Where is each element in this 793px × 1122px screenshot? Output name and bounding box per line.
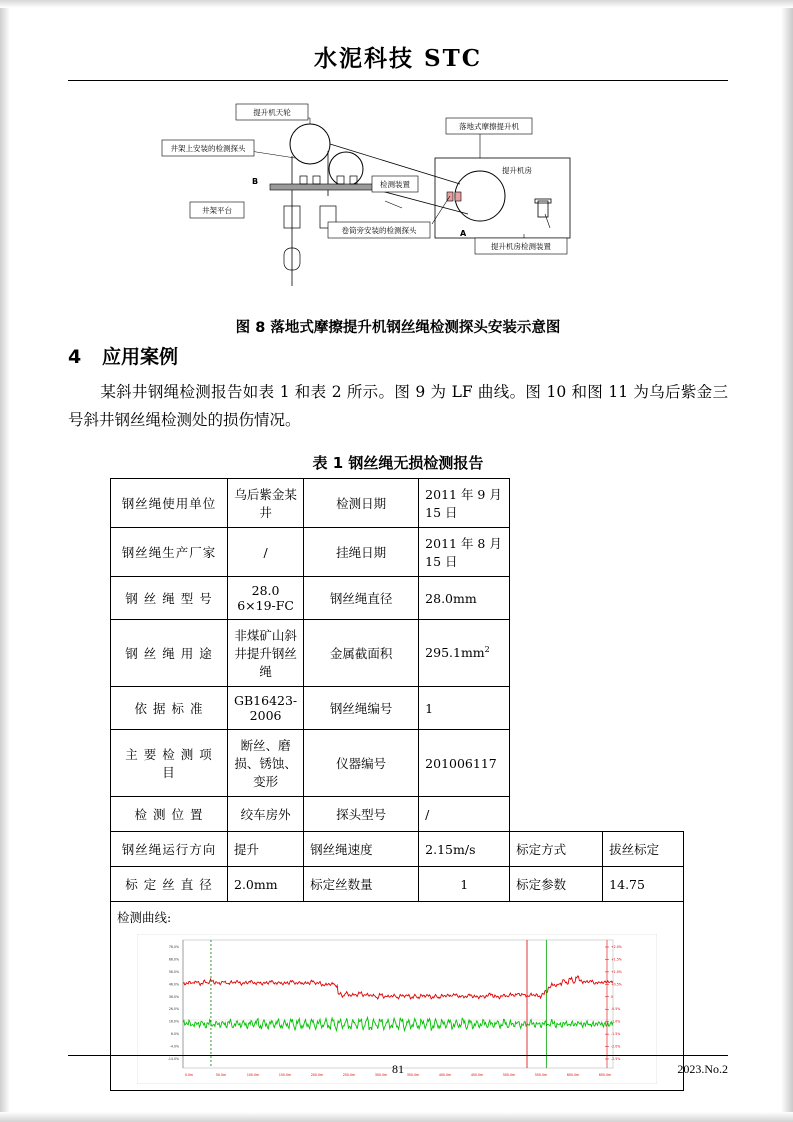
cell-label-cal-wire-count: 标定丝数量 — [304, 867, 419, 902]
svg-text:+2.0%: +2.0% — [611, 945, 622, 949]
svg-text:6.0%: 6.0% — [170, 1032, 179, 1037]
svg-text:46.0%: 46.0% — [168, 982, 179, 987]
cell-value-metal-area — [419, 620, 510, 687]
page-edge-top — [0, 0, 793, 8]
table-row — [111, 528, 684, 577]
svg-text:600.0m: 600.0m — [566, 1073, 580, 1077]
svg-text:250.0m: 250.0m — [342, 1073, 356, 1077]
cell-value-run-direction: 提升 — [228, 832, 304, 867]
cell-label-rope-diameter: 钢丝绳直径 — [304, 577, 419, 620]
curve-label: 检测曲线: — [117, 910, 172, 925]
svg-text:+1.0%: +1.0% — [611, 969, 622, 974]
figure-label-hoist-room: 提升机房 — [502, 166, 532, 175]
cell-value-rope-speed: 2.15m/s — [419, 832, 510, 867]
svg-text:+1.5%: +1.5% — [611, 957, 622, 962]
cell-label-metal-area: 金属截面积 — [304, 620, 419, 687]
cell-value-manufacturer: / — [228, 528, 304, 577]
cell-value-test-position: 绞车房外 — [228, 797, 304, 832]
page-edge-bottom — [0, 1112, 793, 1122]
svg-text:100.0m: 100.0m — [246, 1073, 260, 1077]
page-number: 81 — [392, 1062, 404, 1076]
cell-value-hang-date: 2011 年 8 月 15 日 — [419, 528, 510, 577]
cell-label-rope-number: 钢丝绳编号 — [304, 687, 419, 730]
table-row — [111, 730, 684, 797]
table-row — [111, 687, 684, 730]
page-edge-right — [781, 0, 793, 1122]
cell-label-cal-parameter: 标定参数 — [510, 867, 603, 902]
cell-value-user-unit: 乌后紫金某井 — [228, 479, 304, 528]
cell-value-cal-wire-diameter: 2.0mm — [228, 867, 304, 902]
svg-text:150.0m: 150.0m — [278, 1073, 292, 1077]
figure-label-headframe-probe: 井架上安装的检测探头 — [170, 144, 246, 153]
svg-text:-1.5%: -1.5% — [611, 1032, 621, 1037]
svg-text:50.0m: 50.0m — [215, 1073, 227, 1077]
figure-label-drum-probe: 卷筒旁安装的检测探头 — [341, 226, 417, 235]
figure-label-floor-hoist: 落地式摩擦提升机 — [459, 122, 519, 131]
cell-label-main-items: 主 要 检 测 项 目 — [111, 730, 228, 797]
figure-label-point-a: A — [460, 229, 467, 238]
svg-text:66.0%: 66.0% — [168, 957, 179, 962]
cell-label-instrument-number: 仪器编号 — [304, 730, 419, 797]
cell-label-calibration-method: 标定方式 — [510, 832, 603, 867]
cell-label-user-unit: 钢丝绳使用单位 — [111, 479, 228, 528]
table-row — [111, 479, 684, 528]
cell-value-rope-number: 1 — [419, 687, 510, 730]
paragraph-text: 某斜井钢绳检测报告如表 1 和表 2 所示。图 9 为 LF 曲线。图 10 和图 11 为乌后紫金三号斜井钢丝绳检测处的损伤情况。 — [68, 383, 728, 429]
cell-value-rope-usage: 非煤矿山斜井提升钢丝绳 — [228, 620, 304, 687]
svg-text:-14.0%: -14.0% — [167, 1057, 179, 1061]
metal-area-value: 295.1mm — [425, 645, 485, 661]
page-header — [68, 40, 728, 73]
table-caption: 表 1 钢丝绳无损检测报告 — [312, 454, 484, 472]
header-rule — [68, 80, 728, 81]
cell-value-rope-diameter: 28.0mm — [419, 577, 510, 620]
table-row — [111, 577, 684, 620]
table-row-calibration — [111, 867, 684, 902]
figure-label-platform: 井架平台 — [202, 206, 232, 215]
figure-8 — [150, 96, 650, 311]
svg-text:400.0m: 400.0m — [438, 1073, 452, 1077]
cell-value-standard: GB16423-2006 — [228, 687, 304, 730]
cell-label-test-date: 检测日期 — [304, 479, 419, 528]
svg-text:450.0m: 450.0m — [470, 1073, 484, 1077]
svg-text:350.0m: 350.0m — [406, 1073, 420, 1077]
svg-text:200.0m: 200.0m — [310, 1073, 324, 1077]
cell-label-cal-wire-diameter: 标 定 丝 直 径 — [111, 867, 228, 902]
footer-rule — [68, 1055, 728, 1056]
journal-title: 水泥科技 STC — [313, 45, 483, 72]
svg-text:16.0%: 16.0% — [168, 1019, 179, 1024]
cell-value-main-items: 断丝、磨损、锈蚀、变形 — [228, 730, 304, 797]
cell-value-calibration-method: 拔丝标定 — [603, 832, 684, 867]
cell-label-rope-speed: 钢丝绳速度 — [304, 832, 419, 867]
figure-label-detector: 检测装置 — [380, 180, 410, 189]
cell-label-rope-model: 钢 丝 绳 型 号 — [111, 577, 228, 620]
cell-label-test-position: 检 测 位 置 — [111, 797, 228, 832]
table-row — [111, 620, 684, 687]
cell-label-hang-date: 挂绳日期 — [304, 528, 419, 577]
table-row — [111, 797, 684, 832]
figure-label-hoist-room-device: 提升机房检测装置 — [491, 242, 551, 251]
section-number: 4 — [68, 346, 82, 368]
svg-text:-1.0%: -1.0% — [611, 1019, 621, 1024]
cell-label-manufacturer: 钢丝绳生产厂家 — [111, 528, 228, 577]
svg-text:300.0m: 300.0m — [374, 1073, 388, 1077]
svg-text:-0.5%: -0.5% — [611, 1007, 621, 1012]
svg-text:0: 0 — [611, 994, 614, 999]
table-row-direction — [111, 832, 684, 867]
svg-text:-2.5%: -2.5% — [611, 1057, 621, 1061]
svg-text:650.0m: 650.0m — [598, 1073, 612, 1077]
svg-text:26.0%: 26.0% — [168, 1007, 179, 1012]
figure-label-sheave: 提升机天轮 — [253, 108, 291, 117]
svg-text:+0.5%: +0.5% — [611, 982, 622, 987]
svg-text:36.0%: 36.0% — [168, 994, 179, 999]
svg-text:56.0%: 56.0% — [168, 969, 179, 974]
section-paragraph — [68, 378, 728, 434]
cell-value-cal-parameter: 14.75 — [603, 867, 684, 902]
figure-label-point-b: B — [252, 177, 259, 186]
inspection-report-table — [110, 478, 684, 1091]
cell-value-rope-model: 28.0 6×19-FC — [228, 577, 304, 620]
cell-label-run-direction: 钢丝绳运行方向 — [111, 832, 228, 867]
cell-value-probe-model: / — [419, 797, 510, 832]
section-title: 应用案例 — [102, 346, 179, 368]
svg-text:-2.0%: -2.0% — [611, 1044, 621, 1049]
svg-text:-4.0%: -4.0% — [169, 1044, 179, 1049]
page-edge-left — [0, 0, 10, 1122]
cell-label-probe-model: 探头型号 — [304, 797, 419, 832]
svg-text:500.0m: 500.0m — [502, 1073, 516, 1077]
svg-text:76.0%: 76.0% — [168, 945, 179, 949]
svg-text:0.0m: 0.0m — [184, 1073, 194, 1077]
cell-label-standard: 依 据 标 准 — [111, 687, 228, 730]
cell-label-rope-usage: 钢 丝 绳 用 途 — [111, 620, 228, 687]
cell-value-cal-wire-count: 1 — [419, 867, 510, 902]
issue-label: 2023.No.2 — [677, 1062, 728, 1076]
metal-area-superscript: 2 — [484, 645, 490, 655]
cell-value-instrument-number: 201006117 — [419, 730, 510, 797]
svg-text:550.0m: 550.0m — [534, 1073, 548, 1077]
figure-8-caption: 图 8 落地式摩擦提升机钢丝绳检测探头安装示意图 — [235, 320, 561, 336]
section-heading — [68, 342, 728, 369]
cell-value-test-date: 2011 年 9 月 15 日 — [419, 479, 510, 528]
